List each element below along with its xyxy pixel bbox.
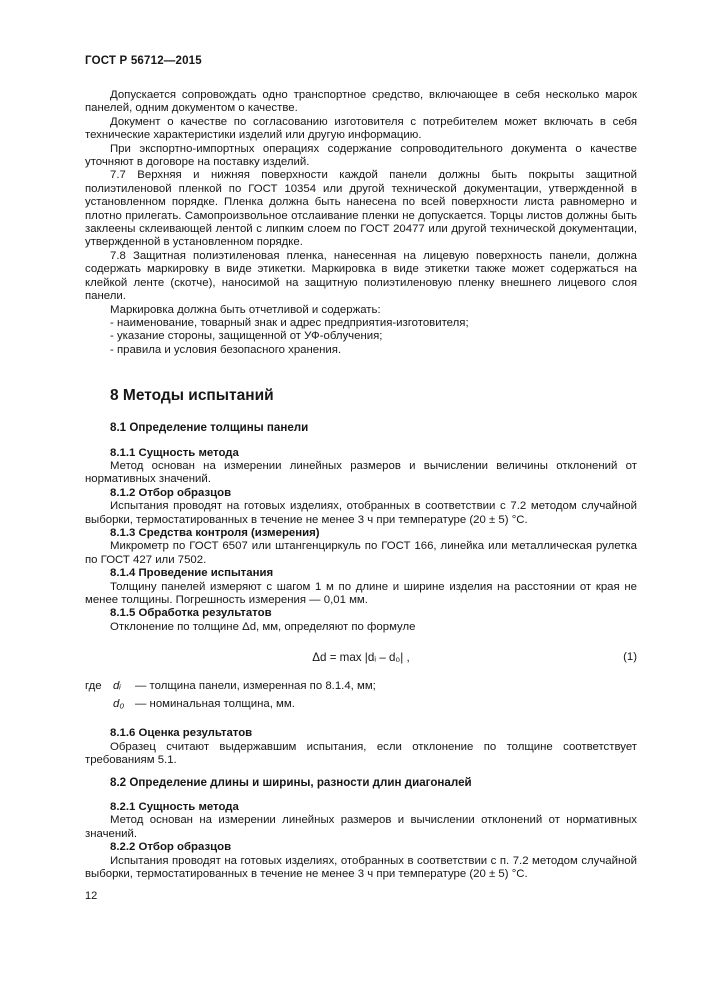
where-definition-d0: — номинальная толщина, мм.: [135, 698, 295, 711]
page-number: 12: [85, 890, 98, 902]
document-header-title: ГОСТ Р 56712—2015: [85, 55, 202, 67]
list-item-uv-side: - указание стороны, защищенной от УФ-облучения;: [110, 330, 383, 343]
paragraph-marking-intro: Маркировка должна быть отчетливой и содержать:: [110, 303, 381, 316]
section-heading-8-2-2: 8.2.2 Отбор образцов: [110, 841, 232, 854]
paragraph-quality-doc: Документ о качестве по согласованию изготовителя с потребителем может включать в себя технические характеристики изделий или другую информацию.: [85, 115, 637, 142]
paragraph-8-1-6: Образец считают выдержавшим испытания, если отклонение по толщине соответствует требованиям 5.1.: [85, 740, 637, 767]
paragraph-export-import: При экспортно-импортных операциях содержание сопроводительного документа о качестве уточняют в договоре на поставку изделий.: [85, 142, 637, 169]
section-heading-8-1-5: 8.1.5 Обработка результатов: [110, 607, 272, 620]
formula-number: (1): [623, 651, 637, 664]
paragraph-7-7: 7.7 Верхняя и нижняя поверхности каждой панели должны быть покрыты защитной полиэтиленовой пленкой по ГОСТ 10354 или другой технической документации, утвержденной в установленном порядке. Пленка должна быть нанесена по всей поверхности листа равномерно и плотно прилегать. Самопроизвольное отслаивание пленки не допускается. Торцы листов должны быть заклеены склеивающей лентой с липким слоем по ГОСТ 20477 или другой технической документации, утвержденной в установленном порядке.: [85, 169, 637, 249]
paragraph-8-2-2: Испытания проводят на готовых изделиях, отобранных в соответствии с п. 7.2 методом случайной выборки, термостатированных в течение не менее 3 ч при температуре (20 ± 5) °С.: [85, 854, 637, 881]
paragraph-8-1-2: Испытания проводят на готовых изделиях, отобранных в соответствии с 7.2 методом случайной выборки, термостатированных в течение не менее 3 ч при температуре (20 ± 5) °С.: [85, 500, 637, 526]
list-item-storage-rules: - правила и условия безопасного хранения.: [110, 343, 342, 356]
section-heading-8-1-6: 8.1.6 Оценка результатов: [110, 727, 253, 740]
section-heading-8-1-4: 8.1.4 Проведение испытания: [110, 567, 274, 580]
paragraph-8-1-4: Толщину панелей измеряют с шагом 1 м по длине и ширине изделия на расстоянии от края не менее толщины. Погрешность измерения — 0,01 мм.: [85, 580, 637, 606]
formula-expression: Δd = max |dᵢ – d₀| ,: [312, 651, 410, 665]
where-row-d0: [85, 698, 637, 711]
section-heading-8: 8 Методы испытаний: [110, 387, 274, 405]
where-term-di: dᵢ: [113, 679, 121, 692]
section-heading-8-1-2: 8.1.2 Отбор образцов: [110, 486, 232, 499]
paragraph-8-1-5-intro: Отклонение по толщине Δd, мм, определяют по формуле: [110, 620, 416, 633]
section-heading-8-2-1: 8.2.1 Сущность метода: [110, 801, 239, 814]
paragraph-8-2-1: Метод основан на измерении линейных размеров и вычислении отклонений от нормативных значений.: [85, 814, 637, 840]
document-content: [85, 89, 637, 882]
where-term-d0: d₀: [113, 698, 125, 711]
list-item-name-trademark: - наименование, товарный знак и адрес предприятия-изготовителя;: [110, 316, 469, 329]
formula-row: [85, 651, 637, 664]
section-heading-8-1-3: 8.1.3 Средства контроля (измерения): [110, 526, 320, 539]
where-label: где: [85, 679, 102, 692]
paragraph-7-8: 7.8 Защитная полиэтиленовая пленка, нанесенная на лицевую поверхность панели, должна содержать маркировку в виде этикетки. Маркировка в виде этикетки также может содержаться на клейкой ленте (скотче), наносимой на защитную полиэтиленовую пленку внешнего лицевого слоя панели.: [85, 249, 637, 303]
where-definition-di: — толщина панели, измеренная по 8.1.4, мм;: [135, 679, 376, 692]
where-row-di: [85, 680, 637, 693]
where-definitions: [85, 680, 637, 712]
section-heading-8-1: 8.1 Определение толщины панели: [110, 421, 309, 435]
section-heading-8-2: 8.2 Определение длины и ширины, разности длин диагоналей: [110, 775, 472, 789]
section-heading-8-1-1: 8.1.1 Сущность метода: [110, 446, 239, 459]
paragraph-8-1-3: Микрометр по ГОСТ 6507 или штангенциркуль по ГОСТ 166, линейка или металлическая рулетка по ГОСТ 427 или 7502.: [85, 540, 637, 566]
paragraph-8-1-1: Метод основан на измерении линейных размеров и вычислении величины отклонений от нормативных значений.: [85, 459, 637, 486]
paragraph-transport: Допускается сопровождать одно транспортное средство, включающее в себя несколько марок панелей, одним документом о качестве.: [85, 89, 637, 115]
